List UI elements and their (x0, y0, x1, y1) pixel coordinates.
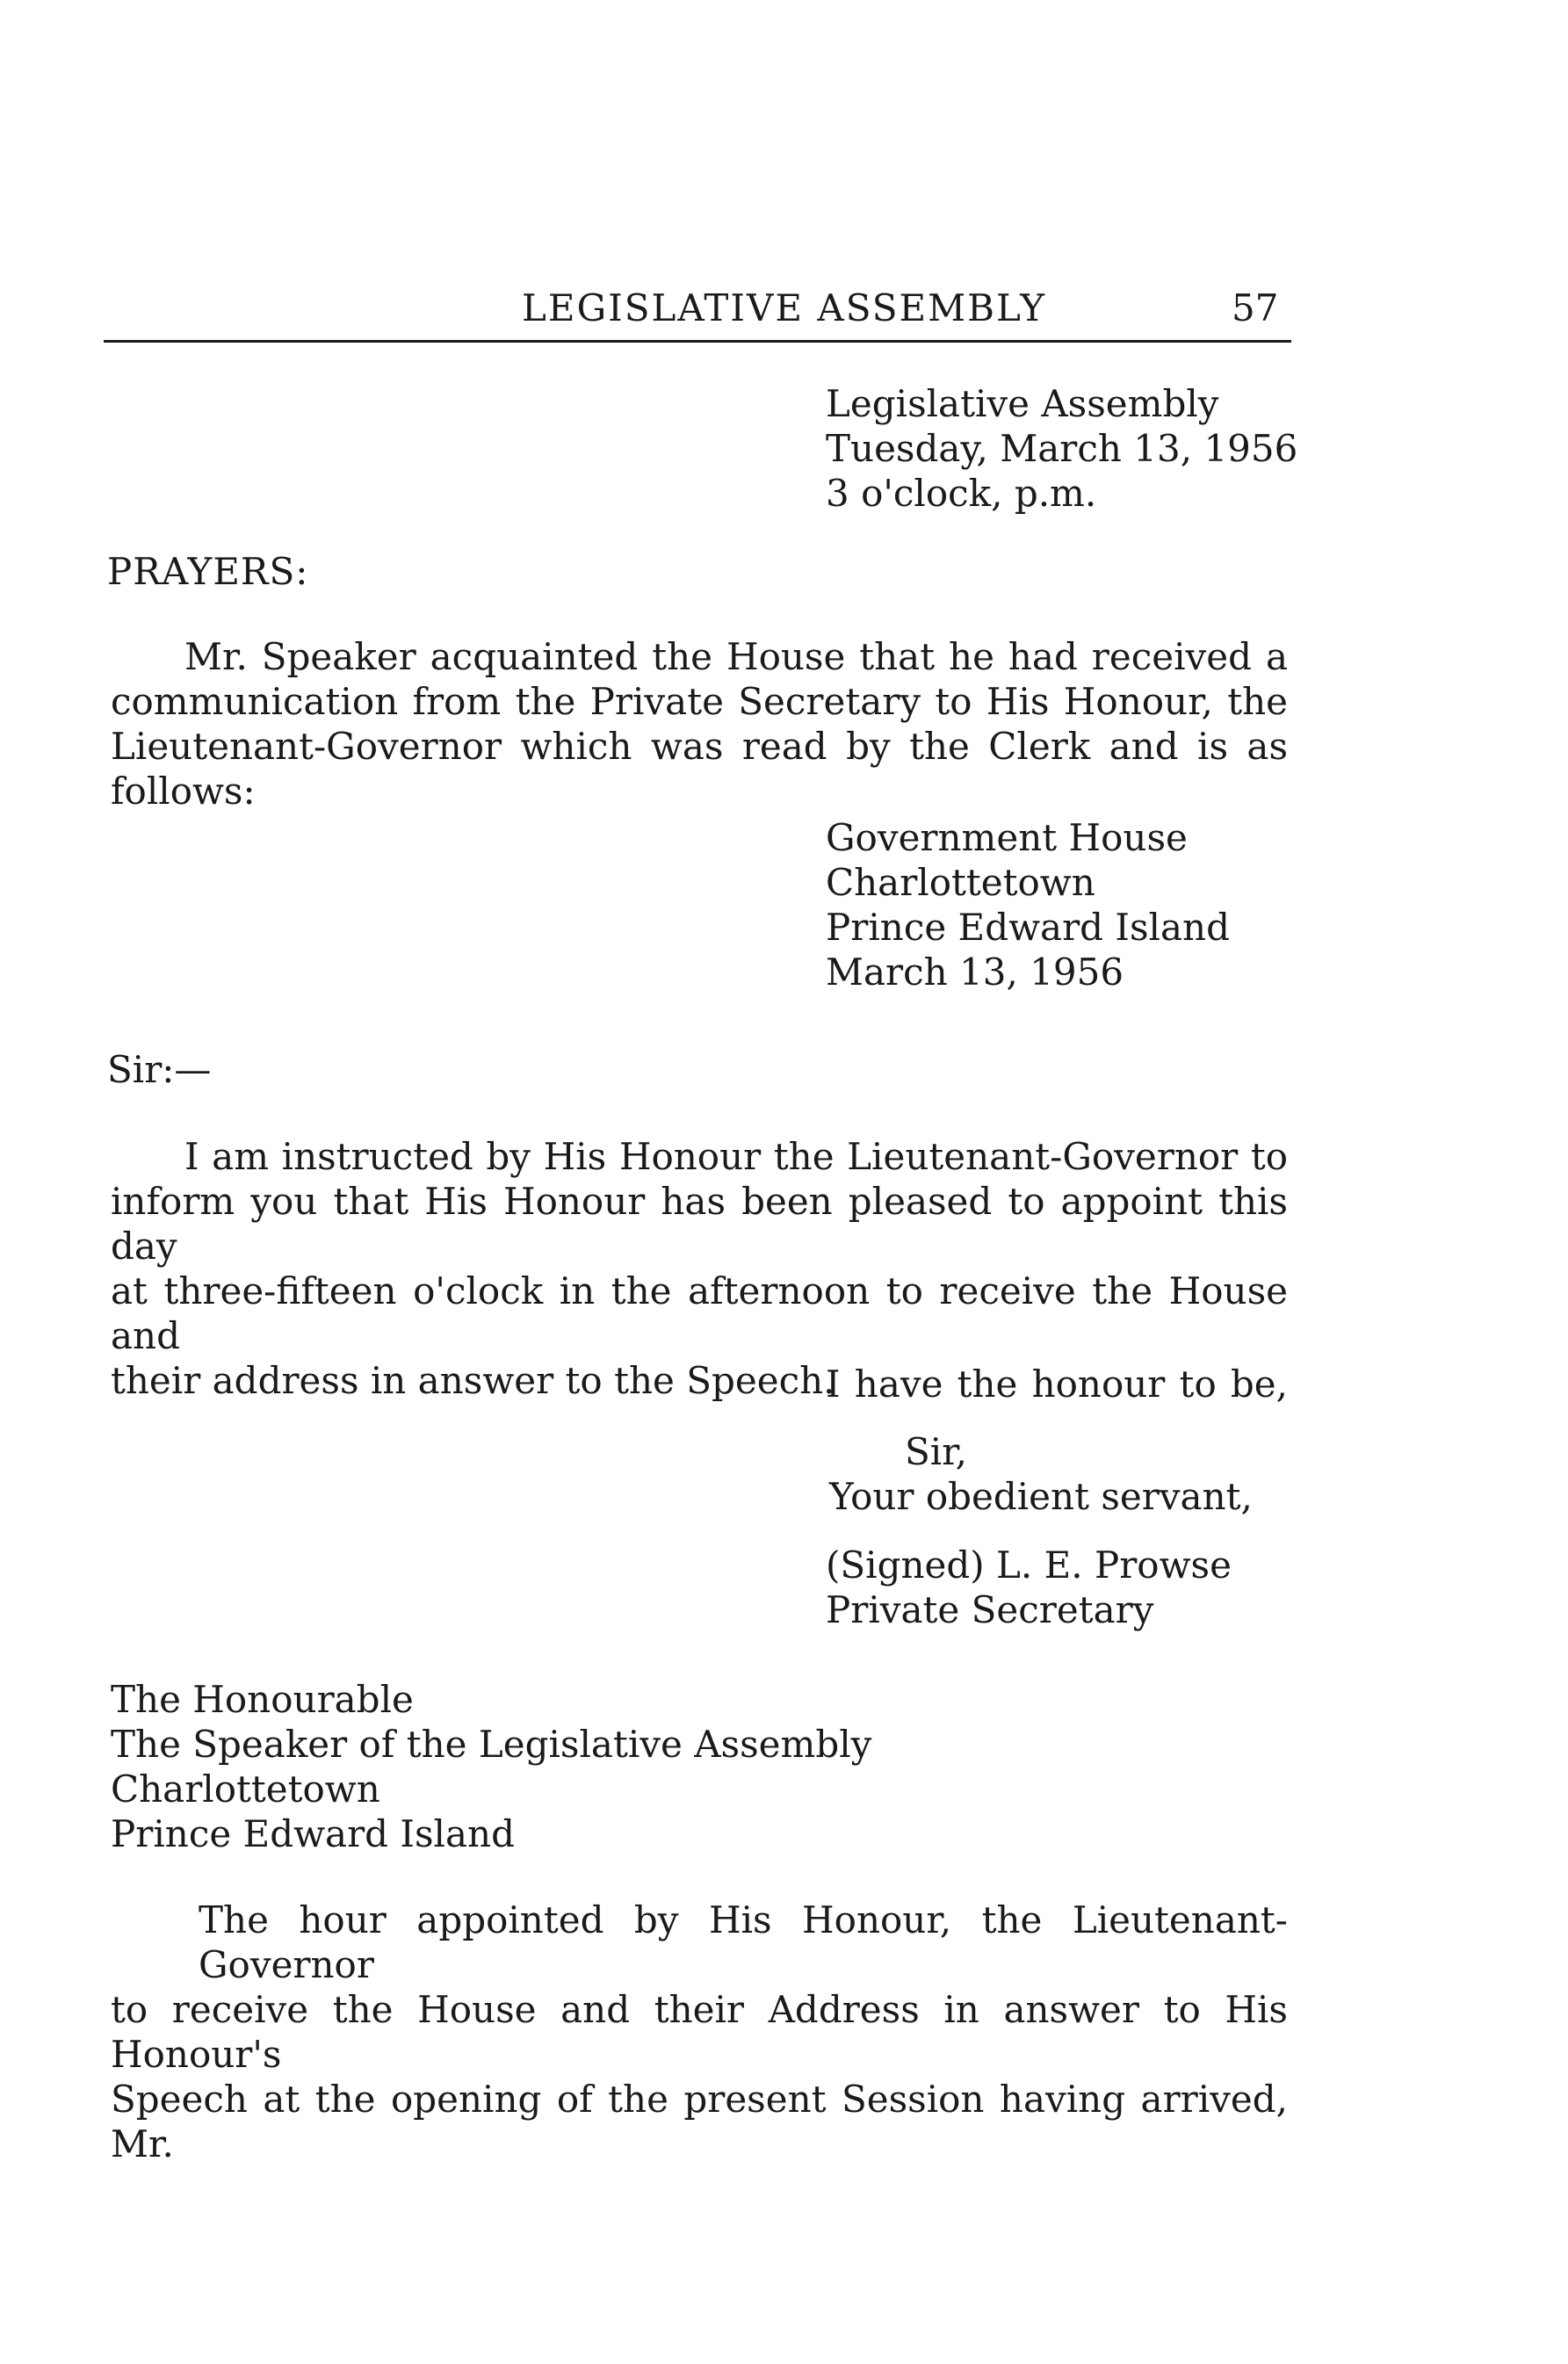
recipient-line: The Speaker of the Legislative Assembly (111, 1723, 872, 1766)
signature: (Signed) L. E. Prowse (826, 1543, 1232, 1587)
dateline-line: Tuesday, March 13, 1956 (826, 427, 1298, 470)
signature-block (826, 1543, 1232, 1632)
address-line: Charlottetown (826, 861, 1095, 904)
closing-line (826, 1362, 1288, 1406)
recipient-line: Prince Edward Island (111, 1812, 515, 1855)
paragraph-line: communication from the Private Secretary to His Honour, the (111, 680, 1288, 723)
running-header-title: LEGISLATIVE ASSEMBLY (522, 286, 1046, 329)
signature-title: Private Secretary (826, 1588, 1154, 1631)
paragraph-line: at three-fifteen o'clock in the afternoon to receive the House and (111, 1269, 1288, 1357)
address-line: Government House (826, 816, 1188, 859)
final-paragraph (111, 1898, 1288, 2166)
paragraph-line: Speech at the opening of the present Session having arrived, Mr. (111, 2078, 1288, 2165)
recipient-line: Charlottetown (111, 1768, 380, 1811)
paragraph-line: to receive the House and their Address in answer to His Honour's (111, 1988, 1288, 2076)
prayers-heading: PRAYERS: (107, 550, 309, 593)
dateline-line: Legislative Assembly (826, 382, 1219, 425)
paragraph-line: I am instructed by His Honour the Lieutenant-Governor to (184, 1135, 1288, 1178)
closing-sir: Sir, (905, 1430, 968, 1473)
closing-servant: Your obedient servant, (829, 1475, 1253, 1518)
salutation: Sir:— (107, 1048, 212, 1091)
page-number: 57 (1232, 286, 1279, 329)
address-line: March 13, 1956 (826, 951, 1124, 994)
dateline-line: 3 o'clock, p.m. (826, 472, 1097, 515)
paragraph-line: inform you that His Honour has been pleased to appoint this day (111, 1180, 1288, 1268)
paragraph-line: The hour appointed by His Honour, the Lieutenant-Governor (199, 1898, 1288, 1986)
closing-text: I have the honour to be, (826, 1363, 1288, 1406)
dateline (826, 381, 1297, 516)
recipient-block (111, 1677, 871, 1856)
paragraph-line: Lieutenant-Governor which was read by the Clerk and is as follows: (111, 725, 1288, 813)
recipient-line: The Honourable (111, 1678, 414, 1721)
address-line: Prince Edward Island (826, 906, 1230, 949)
header-rule (104, 340, 1291, 343)
paragraph-line: their address in answer to the Speech. (111, 1359, 835, 1402)
letter-address (826, 815, 1230, 994)
intro-paragraph (111, 634, 1288, 813)
paragraph-line: Mr. Speaker acquainted the House that he had received a (184, 635, 1288, 678)
